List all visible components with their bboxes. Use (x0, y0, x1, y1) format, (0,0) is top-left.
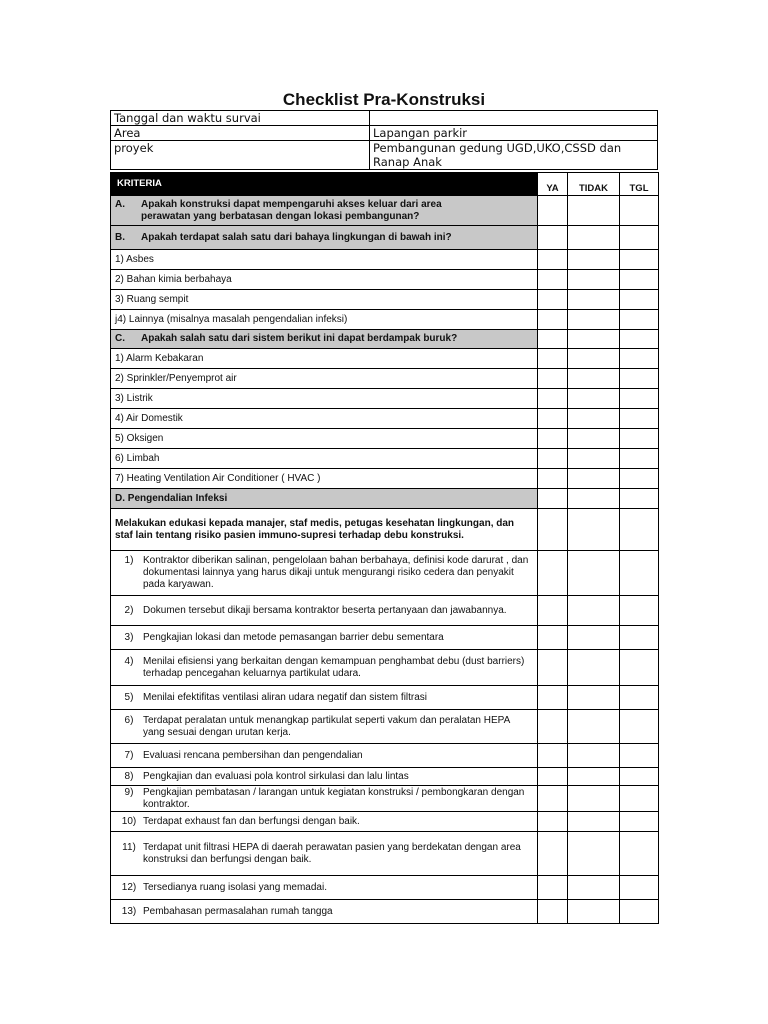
d-item-number: 12) (121, 881, 137, 893)
info-row-tanggal (111, 111, 658, 126)
tgl-cell[interactable] (620, 469, 659, 489)
tgl-cell[interactable] (620, 509, 659, 551)
tgl-cell[interactable] (620, 369, 659, 389)
b-item-row (111, 310, 659, 330)
tidak-cell[interactable] (568, 876, 620, 900)
d-item-row (111, 744, 659, 768)
c-item-row (111, 389, 659, 409)
section-d-intro-row (111, 509, 659, 551)
d-item-text: Menilai efisiensi yang berkaitan dengan kemampuan penghambat debu (dust barriers) terhadap pencegahan keluarnya partikulat udara. (143, 655, 525, 679)
tidak-cell[interactable] (568, 650, 620, 686)
c-item-row (111, 429, 659, 449)
info-row-area (111, 126, 658, 141)
c-item-label: 5) Oksigen (111, 429, 538, 449)
d-item-cell (111, 551, 538, 596)
d-item-text: Pembahasan permasalahan rumah tangga (143, 905, 333, 917)
ya-cell[interactable] (538, 626, 568, 650)
b-item-row (111, 290, 659, 310)
tgl-cell[interactable] (620, 310, 659, 330)
d-item-content (115, 750, 533, 762)
d-item-content (115, 771, 533, 783)
section-b-ya-cell[interactable] (538, 226, 568, 250)
d-item-row (111, 768, 659, 786)
section-d-tidak-cell[interactable] (568, 489, 620, 509)
proyek-value[interactable]: Pembangunan gedung UGD,UKO,CSSD dan Ranap Anak (370, 141, 658, 170)
d-item-number: 13) (121, 905, 137, 917)
d-item-content (115, 906, 533, 918)
tidak-cell[interactable] (568, 686, 620, 710)
d-item-row (111, 596, 659, 626)
tgl-cell[interactable] (620, 270, 659, 290)
c-item-row (111, 469, 659, 489)
c-item-label: 7) Heating Ventilation Air Conditioner ( HVAC ) (111, 469, 538, 489)
tidak-cell[interactable] (568, 596, 620, 626)
d-item-number: 10) (121, 815, 137, 827)
b-item-row (111, 250, 659, 270)
d-item-row (111, 786, 659, 812)
ya-cell[interactable] (538, 686, 568, 710)
checklist-table (110, 172, 659, 924)
ya-cell[interactable] (538, 768, 568, 786)
d-item-row (111, 900, 659, 924)
d-item-cell (111, 812, 538, 832)
area-value[interactable]: Lapangan parkir (370, 126, 658, 141)
tidak-cell[interactable] (568, 509, 620, 551)
tidak-cell[interactable] (568, 744, 620, 768)
d-item-content (115, 692, 533, 704)
section-a-ya-cell[interactable] (538, 196, 568, 226)
d-item-cell (111, 768, 538, 786)
ya-cell[interactable] (538, 409, 568, 429)
c-item-label: 2) Sprinkler/Penyemprot air (111, 369, 538, 389)
section-b-text: Apakah terdapat salah satu dari bahaya lingkungan di bawah ini? (141, 231, 452, 243)
d-item-number: 4) (124, 655, 134, 667)
ya-cell[interactable] (538, 429, 568, 449)
d-item-row (111, 832, 659, 876)
tidak-cell[interactable] (568, 900, 620, 924)
d-item-content (115, 715, 533, 739)
section-d-intro: Melakukan edukasi kepada manajer, staf medis, petugas kesehatan lingkungan, dan staf lain tentang risiko pasien immuno-supresi terhadap debu konstruksi. (111, 509, 538, 551)
d-item-content (115, 656, 533, 680)
tidak-cell[interactable] (568, 349, 620, 369)
survey-info-table (110, 110, 658, 170)
d-item-cell (111, 710, 538, 744)
kriteria-header: KRITERIA (111, 173, 538, 196)
d-item-text: Kontraktor diberikan salinan, pengelolaan bahan berbahaya, definisi kode darurat , dan dokumentasi lainnya yang harus dikaji untuk mengurangi risiko cedera dan penyakit pada karyawan. (143, 555, 529, 590)
section-b-tgl-cell[interactable] (620, 226, 659, 250)
section-a-text-cont: perawatan yang berbatasan dengan lokasi pembangunan? (141, 210, 420, 222)
section-a-question (111, 196, 538, 226)
tgl-cell[interactable] (620, 876, 659, 900)
d-item-content (115, 605, 533, 617)
section-b-tidak-cell[interactable] (568, 226, 620, 250)
d-item-text: Dokumen tersebut dikaji bersama kontraktor beserta pertanyaan dan jawabannya. (143, 604, 507, 616)
d-item-text: Tersedianya ruang isolasi yang memadai. (143, 881, 327, 893)
section-a-text: Apakah konstruksi dapat mempengaruhi akses keluar dari area (141, 198, 442, 210)
ya-cell[interactable] (538, 900, 568, 924)
b-item-row (111, 270, 659, 290)
ya-cell[interactable] (538, 551, 568, 596)
ya-cell[interactable] (538, 710, 568, 744)
tidak-cell[interactable] (568, 812, 620, 832)
ya-cell[interactable] (538, 310, 568, 330)
d-item-row (111, 710, 659, 744)
d-item-content (115, 632, 533, 644)
c-item-row (111, 409, 659, 429)
tanggal-label: Tanggal dan waktu survai (111, 111, 370, 126)
tgl-cell[interactable] (620, 429, 659, 449)
d-item-cell (111, 650, 538, 686)
c-item-row (111, 369, 659, 389)
section-c-question (111, 330, 538, 349)
d-item-content (115, 787, 533, 811)
tidak-cell[interactable] (568, 290, 620, 310)
tgl-cell[interactable] (620, 551, 659, 596)
d-item-text: Pengkajian pembatasan / larangan untuk kegiatan konstruksi / pembongkaran dengan kontraktor. (143, 786, 525, 810)
ya-cell[interactable] (538, 650, 568, 686)
ya-cell[interactable] (538, 832, 568, 876)
d-item-text: Pengkajian dan evaluasi pola kontrol sirkulasi dan lalu lintas (143, 770, 409, 782)
section-a-row (111, 196, 659, 226)
d-item-cell (111, 786, 538, 812)
d-item-number: 6) (124, 714, 134, 726)
ya-cell[interactable] (538, 449, 568, 469)
section-d-ya-cell[interactable] (538, 489, 568, 509)
d-item-number: 7) (124, 749, 134, 761)
d-item-cell (111, 832, 538, 876)
tidak-cell[interactable] (568, 786, 620, 812)
d-item-content (115, 842, 533, 866)
tidak-cell[interactable] (568, 429, 620, 449)
tidak-cell[interactable] (568, 310, 620, 330)
tidak-cell[interactable] (568, 832, 620, 876)
tidak-cell[interactable] (568, 768, 620, 786)
section-d-tgl-cell[interactable] (620, 489, 659, 509)
d-item-text: Terdapat exhaust fan dan berfungsi dengan baik. (143, 815, 360, 827)
b-item-label: 1) Asbes (111, 250, 538, 270)
tgl-cell[interactable] (620, 596, 659, 626)
d-item-cell (111, 596, 538, 626)
ya-cell[interactable] (538, 250, 568, 270)
tidak-cell[interactable] (568, 270, 620, 290)
section-a-tgl-cell[interactable] (620, 196, 659, 226)
tgl-cell[interactable] (620, 786, 659, 812)
tgl-cell[interactable] (620, 626, 659, 650)
d-item-row (111, 686, 659, 710)
tgl-cell[interactable] (620, 686, 659, 710)
c-item-label: 3) Listrik (111, 389, 538, 409)
tgl-cell[interactable] (620, 290, 659, 310)
ya-cell[interactable] (538, 812, 568, 832)
d-item-number: 2) (124, 604, 134, 616)
d-item-number: 3) (124, 631, 134, 643)
c-item-label: 4) Air Domestik (111, 409, 538, 429)
tgl-cell[interactable] (620, 900, 659, 924)
tidak-cell[interactable] (568, 710, 620, 744)
d-item-text: Pengkajian lokasi dan metode pemasangan barrier debu sementara (143, 631, 444, 643)
tgl-cell[interactable] (620, 349, 659, 369)
tgl-cell[interactable] (620, 832, 659, 876)
c-item-row (111, 349, 659, 369)
tidak-cell[interactable] (568, 250, 620, 270)
d-item-content (115, 555, 533, 591)
area-label: Area (111, 126, 370, 141)
ya-cell[interactable] (538, 786, 568, 812)
section-c-tgl-cell[interactable] (620, 330, 659, 349)
d-item-content (115, 882, 533, 894)
d-item-text: Terdapat unit filtrasi HEPA di daerah perawatan pasien yang berdekatan dengan area konstruksi dan berfungsi dengan baik. (143, 841, 521, 865)
section-c-prefix: C. (115, 333, 125, 344)
section-b-row (111, 226, 659, 250)
d-item-text: Terdapat peralatan untuk menangkap partikulat seperti vakum dan peralatan HEPA yang sesuai dengan urutan kerja. (143, 714, 510, 738)
b-item-label: j4) Lainnya (misalnya masalah pengendalian infeksi) (111, 310, 538, 330)
d-item-row (111, 650, 659, 686)
ya-cell[interactable] (538, 270, 568, 290)
section-c-text: Apakah salah satu dari sistem berikut ini dapat berdampak buruk? (141, 333, 458, 344)
c-item-label: 6) Limbah (111, 449, 538, 469)
d-item-cell (111, 900, 538, 924)
b-item-label: 2) Bahan kimia berbahaya (111, 270, 538, 290)
ya-cell[interactable] (538, 596, 568, 626)
section-c-row (111, 330, 659, 349)
section-d-title: D. Pengendalian Infeksi (111, 489, 538, 509)
ya-cell[interactable] (538, 290, 568, 310)
section-b-prefix: B. (115, 231, 125, 243)
d-item-number: 9) (124, 786, 134, 798)
d-item-number: 5) (124, 691, 134, 703)
d-item-row (111, 812, 659, 832)
d-item-number: 8) (124, 770, 134, 782)
ya-cell[interactable] (538, 469, 568, 489)
section-c-ya-cell[interactable] (538, 330, 568, 349)
tgl-cell[interactable] (620, 409, 659, 429)
tgl-cell[interactable] (620, 812, 659, 832)
d-item-content (115, 816, 533, 828)
d-item-text: Evaluasi rencana pembersihan dan pengendalian (143, 749, 363, 761)
tidak-cell[interactable] (568, 551, 620, 596)
ya-cell[interactable] (538, 389, 568, 409)
section-d-row (111, 489, 659, 509)
tgl-cell[interactable] (620, 250, 659, 270)
tgl-cell[interactable] (620, 768, 659, 786)
ya-header: YA (538, 173, 568, 196)
tanggal-value[interactable] (370, 111, 658, 126)
tgl-cell[interactable] (620, 389, 659, 409)
ya-cell[interactable] (538, 876, 568, 900)
info-row-proyek (111, 141, 658, 170)
ya-cell[interactable] (538, 349, 568, 369)
ya-cell[interactable] (538, 509, 568, 551)
d-item-number: 1) (124, 555, 134, 566)
section-c-tidak-cell[interactable] (568, 330, 620, 349)
tgl-header: TGL (620, 173, 659, 196)
b-item-label: 3) Ruang sempit (111, 290, 538, 310)
d-item-cell (111, 626, 538, 650)
tidak-cell[interactable] (568, 409, 620, 429)
tgl-cell[interactable] (620, 710, 659, 744)
page-title: Checklist Pra-Konstruksi (282, 90, 486, 109)
tidak-header: TIDAK (568, 173, 620, 196)
tidak-cell[interactable] (568, 389, 620, 409)
section-a-prefix: A. (115, 198, 125, 210)
tgl-cell[interactable] (620, 744, 659, 768)
d-item-row (111, 626, 659, 650)
d-item-cell (111, 876, 538, 900)
d-item-cell (111, 686, 538, 710)
tidak-cell[interactable] (568, 469, 620, 489)
proyek-label: proyek (111, 141, 370, 170)
section-b-question (111, 226, 538, 250)
d-item-number: 11) (122, 841, 136, 853)
ya-cell[interactable] (538, 369, 568, 389)
section-a-tidak-cell[interactable] (568, 196, 620, 226)
tgl-cell[interactable] (620, 650, 659, 686)
d-item-text: Menilai efektifitas ventilasi aliran udara negatif dan sistem filtrasi (143, 691, 428, 703)
c-item-label: 1) Alarm Kebakaran (111, 349, 538, 369)
tidak-cell[interactable] (568, 449, 620, 469)
d-item-row (111, 551, 659, 596)
checklist-header-row (111, 173, 659, 196)
tidak-cell[interactable] (568, 626, 620, 650)
tgl-cell[interactable] (620, 449, 659, 469)
ya-cell[interactable] (538, 744, 568, 768)
c-item-row (111, 449, 659, 469)
tidak-cell[interactable] (568, 369, 620, 389)
d-item-cell (111, 744, 538, 768)
d-item-row (111, 876, 659, 900)
